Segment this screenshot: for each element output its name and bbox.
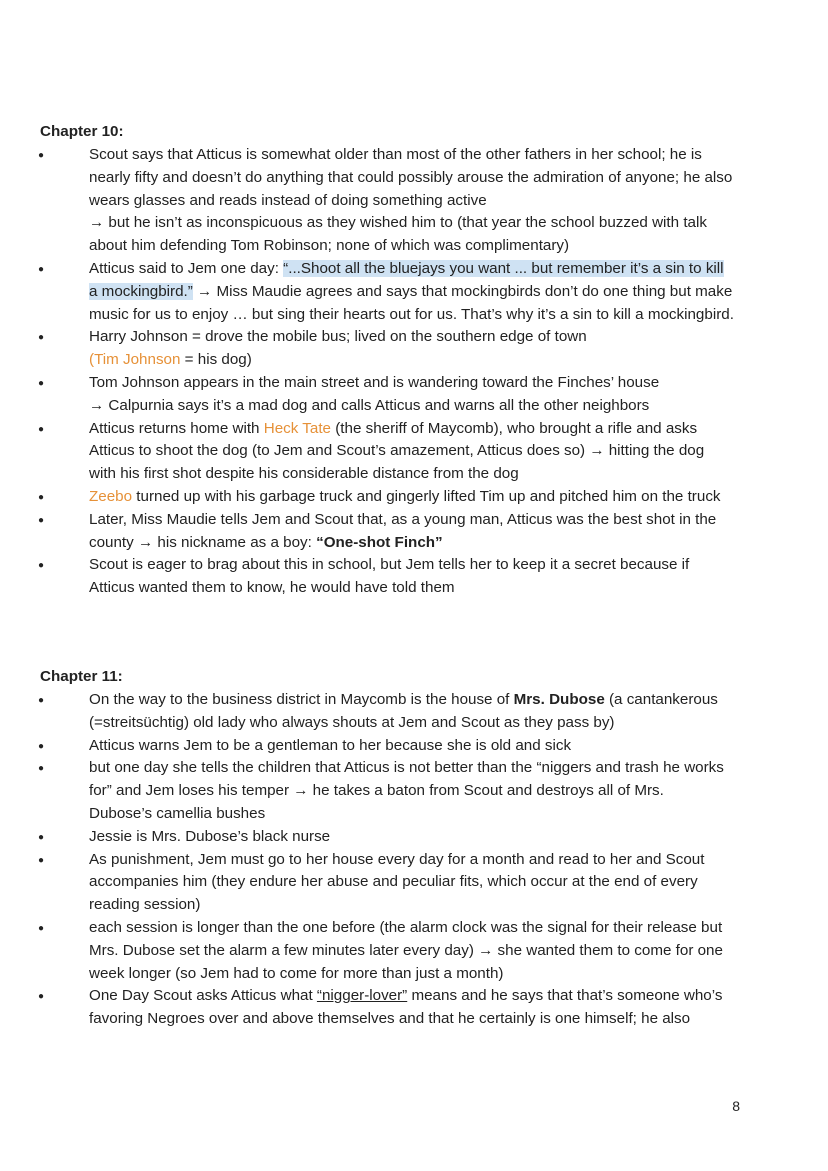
highlighted-quote: “...Shoot all the bluejays you want ... but remember it’s a sin to kill — [283, 259, 724, 277]
list-item: ● Atticus returns home with Heck Tate (the sheriff of Maycomb), who brought a rifle and asks Atticus to shoot the dog (to Jem and Scout’s amazement, Atticus does so) → hitting the dog with his first shot despite his considerable distance from the dog — [0, 418, 789, 486]
chapter-10-list — [0, 144, 828, 600]
list-item: ● On the way to the business district in Maycomb is the house of Mrs. Dubose (a cantankerous (=streitsüchtig) old lady who always shouts at Jem and Scout as they pass by) — [0, 689, 789, 735]
list-item: ● Tom Johnson appears in the main street and is wandering toward the Finches’ house → Calpurnia says it’s a mad dog and calls Atticus and warns all the other neighbors — [0, 372, 789, 418]
nickname: “One-shot Finch” — [316, 533, 443, 551]
chapter-11-list — [0, 689, 828, 1031]
list-item: ● Atticus said to Jem one day: “...Shoot all the bluejays you want ... but remember it’s a sin to kill a mockingbird.” → Miss Maudie agrees and says that mockingbirds don’t do one thing but make music for us to enjoy … but sing their hearts out for us. That’s why it’s a sin to kill a mockingbird. — [0, 258, 789, 326]
chapter-11-heading: Chapter 11: — [40, 668, 123, 685]
list-item: ● each session is longer than the one before (the alarm clock was the signal for their release but Mrs. Dubose set the alarm a few minutes later every day) → she wanted them to come for one week longer (so Jem had to come for more than just a month) — [0, 917, 789, 985]
highlighted-name: Tim Johnson — [94, 351, 181, 369]
list-item: ● Later, Miss Maudie tells Jem and Scout that, as a young man, Atticus was the best shot in the county → his nickname as a boy: “One-shot Finch” — [0, 509, 789, 555]
highlighted-name: Heck Tate — [263, 419, 331, 437]
list-item: ● One Day Scout asks Atticus what “nigger-lover” means and he says that that’s someone who’s favoring Negroes over and above themselves and that he certainly is one himself; he also — [0, 985, 789, 1031]
list-item: ● As punishment, Jem must go to her house every day for a month and read to her and Scout accompanies him (they endure her abuse and peculiar fits, which occur at the end of every reading session) — [0, 849, 789, 917]
highlighted-name: Zeebo — [89, 487, 133, 505]
list-item: ● Atticus warns Jem to be a gentleman to her because she is old and sick — [0, 735, 789, 758]
list-item: ● but one day she tells the children that Atticus is not better than the “niggers and trash he works for” and Jem loses his temper → he takes a baton from Scout and destroys all of Mrs. Dubose’s camellia bushes — [0, 757, 789, 825]
highlighted-quote: a mockingbird.” — [89, 282, 193, 300]
list-item: ● Scout is eager to brag about this in school, but Jem tells her to keep it a secret because if Atticus wanted them to know, he would have told them — [0, 554, 789, 600]
list-item: ● Zeebo turned up with his garbage truck and gingerly lifted Tim up and pitched him on the truck — [0, 486, 789, 509]
list-item: ● Jessie is Mrs. Dubose’s black nurse — [0, 826, 789, 849]
list-item: ● Scout says that Atticus is somewhat older than most of the other fathers in her school; he is nearly fifty and doesn’t do anything that could possibly arouse the admiration of anyone; he also wears glasses and reads instead of doing something active → but he isn’t as inconspicuous as they wished him to (that year the school buzzed with talk about him defending Tom Robinson; none of which was complimentary) — [0, 144, 789, 258]
bold-name: Mrs. Dubose — [513, 691, 605, 708]
chapter-10-heading: Chapter 10: — [40, 123, 124, 140]
list-item: ● Harry Johnson = drove the mobile bus; lived on the southern edge of town (Tim Johnson = his dog) — [0, 326, 789, 372]
page-number: 8 — [732, 1098, 740, 1114]
underlined-term: “nigger-lover” — [316, 987, 408, 1005]
